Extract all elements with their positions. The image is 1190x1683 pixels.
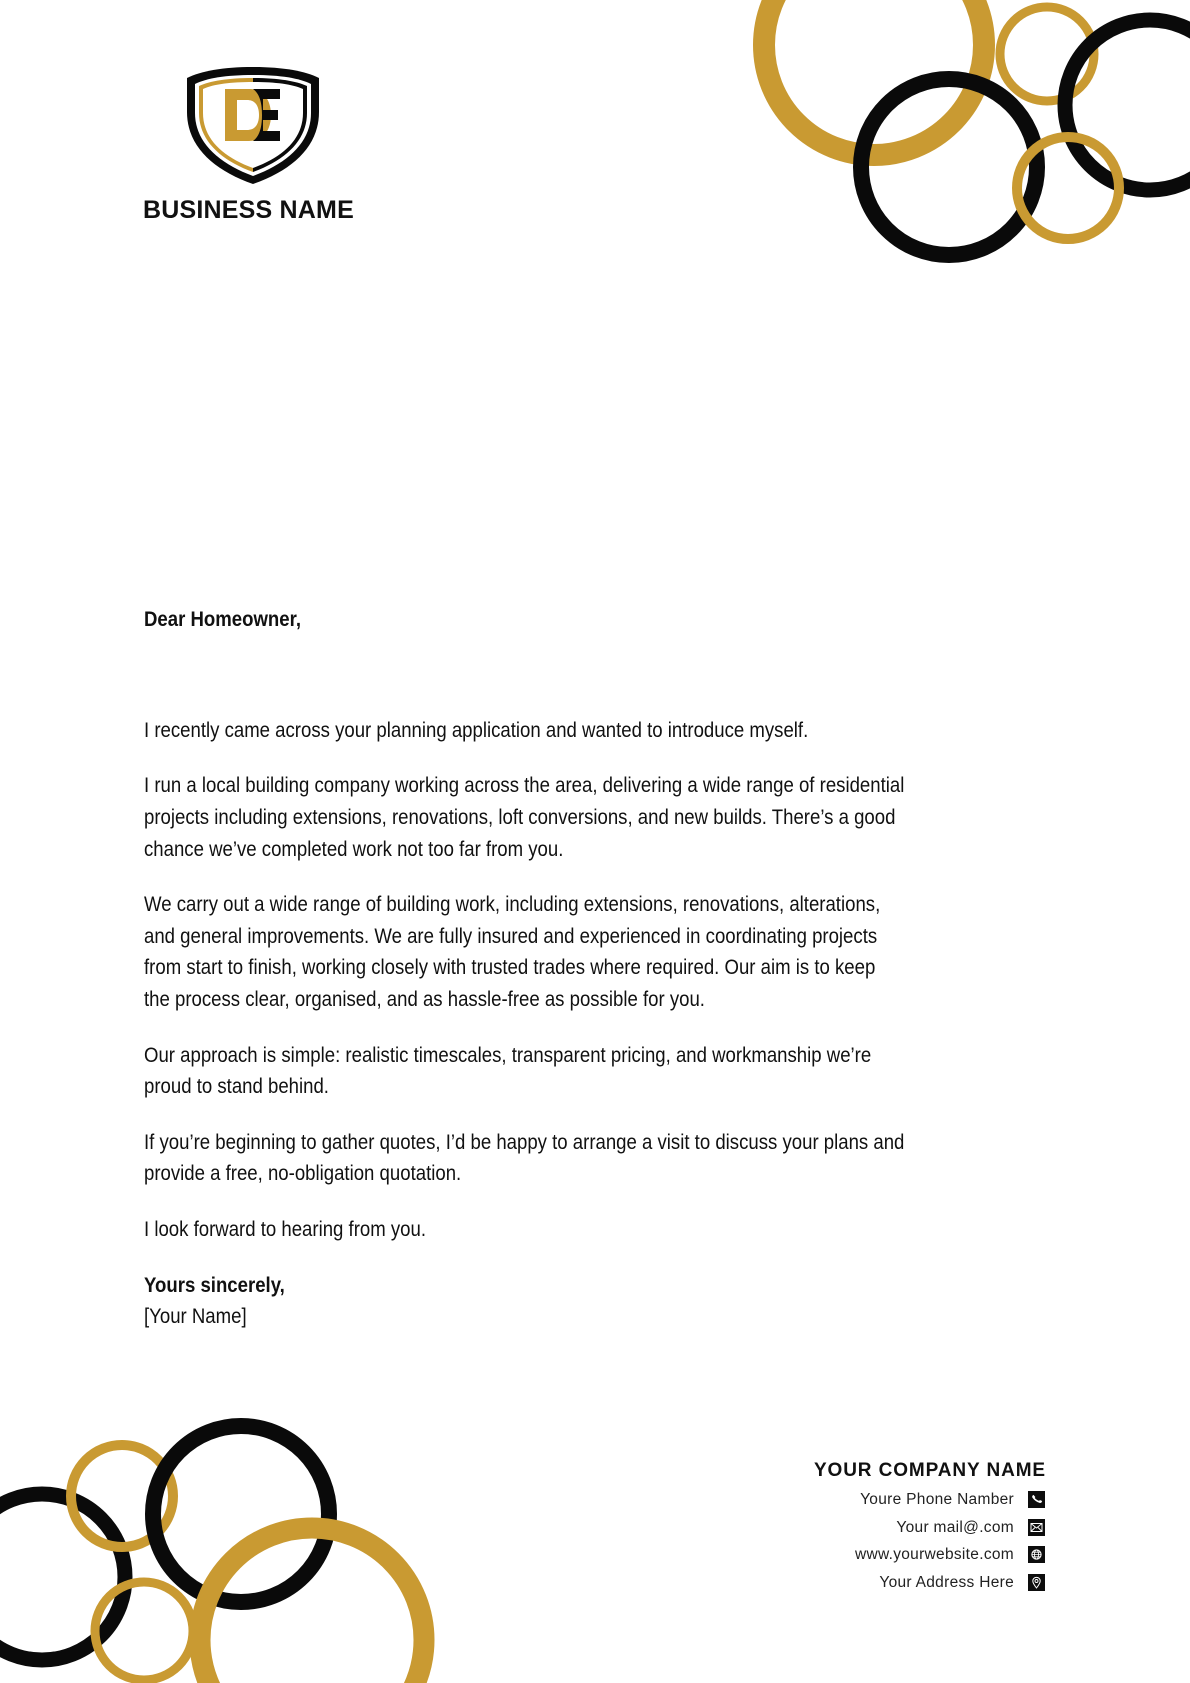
signature-name: [Your Name] [144, 1305, 247, 1328]
circle-black-left-bottom [0, 1494, 125, 1660]
circle-black-right-top [1065, 20, 1190, 190]
circle-black-mid-top [861, 79, 1037, 255]
paragraph-line: and general improvements. We are fully insured and experienced in coordinating projects [144, 925, 878, 948]
paragraph-line: from start to finish, working closely with trusted trades where required. Our aim is to keep [144, 956, 876, 979]
contact-email: Your mail@.com [896, 1519, 1014, 1536]
paragraph-line: I recently came across your planning application and wanted to introduce myself. [144, 719, 809, 742]
salutation: Dear Homeowner, [144, 608, 302, 631]
contact-phone: Youre Phone Namber [860, 1491, 1014, 1508]
paragraph-line: If you’re beginning to gather quotes, I’d be happy to arrange a visit to discuss your plans and [144, 1131, 905, 1154]
location-pin-icon [1028, 1574, 1045, 1591]
paragraph-line: Our approach is simple: realistic timescales, transparent pricing, and workmanship we’re [144, 1044, 872, 1067]
circle-gold-large-top [764, 0, 984, 155]
paragraph-line: proud to stand behind. [144, 1075, 329, 1098]
paragraph-line: projects including extensions, renovations, loft conversions, and new builds. There’s a good [144, 806, 896, 829]
shield-monogram-logo-icon [183, 64, 323, 186]
top-right-circles [764, 0, 1190, 255]
footer-company-name: YOUR COMPANY NAME [813, 1460, 1046, 1481]
circle-gold-large-bottom [200, 1528, 424, 1683]
business-logo [183, 64, 323, 186]
circle-black-mid-bottom [153, 1426, 329, 1602]
contact-website: www.yourwebsite.com [854, 1546, 1014, 1563]
bottom-left-circles [0, 1426, 424, 1683]
circle-gold-small-upper-bottom [71, 1445, 173, 1547]
contact-address: Your Address Here [879, 1574, 1014, 1591]
phone-icon [1028, 1491, 1045, 1508]
paragraph-line: I run a local building company working across the area, delivering a wide range of residential [144, 774, 905, 797]
paragraph-line: We carry out a wide range of building work, including extensions, renovations, alterations, [144, 893, 881, 916]
paragraph-line: I look forward to hearing from you. [144, 1218, 427, 1241]
paragraph-line: chance we’ve completed work not too far from you. [144, 838, 564, 861]
paragraph-line: provide a free, no-obligation quotation. [144, 1162, 462, 1185]
circle-gold-small-top [1000, 7, 1094, 101]
paragraph-line: the process clear, organised, and as hassle-free as possible for you. [144, 988, 705, 1011]
business-name: BUSINESS NAME [143, 196, 354, 224]
circle-gold-small-lower-bottom [95, 1582, 193, 1680]
closing: Yours sincerely, [144, 1274, 285, 1297]
circle-gold-small-bottom-top [1017, 137, 1119, 239]
globe-icon [1028, 1546, 1045, 1563]
mail-icon [1028, 1519, 1045, 1536]
